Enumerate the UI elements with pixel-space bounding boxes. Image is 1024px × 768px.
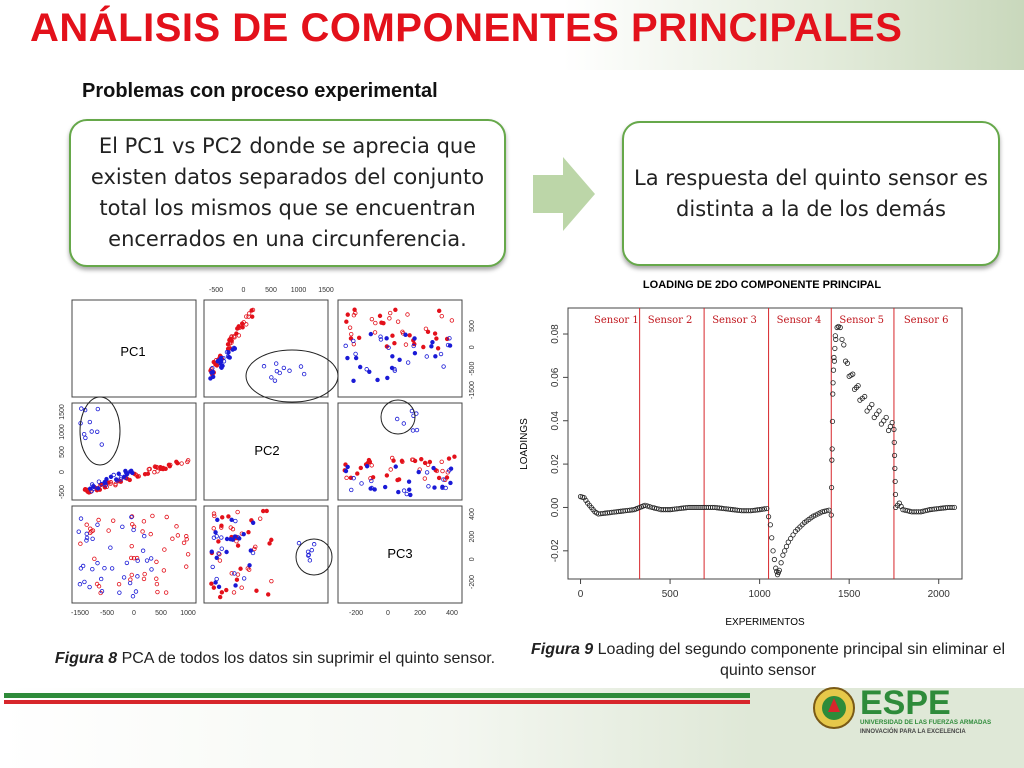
loading-chart [513, 274, 978, 634]
pairs-point [413, 459, 417, 463]
pairs-point [382, 321, 386, 325]
logo-wordmark: ESPE [860, 684, 951, 722]
pairs-point [346, 356, 350, 360]
pairs-point [447, 457, 451, 461]
espe-logo [812, 678, 1012, 740]
left-box-text: El PC1 vs PC2 donde se aprecia que existen datos separados del conjunto total los mismos que se encuentran encerrados en una circunferencia. [90, 134, 485, 251]
pairs-tick-label: 0 [469, 345, 476, 350]
pairs-point [394, 465, 398, 469]
pairs-point [235, 327, 239, 331]
pairs-point [128, 470, 132, 474]
pairs-tick-label: 400 [446, 610, 458, 617]
pairs-point [227, 355, 231, 359]
pairs-label-pc2: PC2 [254, 443, 280, 458]
logo-line1: UNIVERSIDAD DE LAS FUERZAS ARMADAS [860, 719, 992, 726]
pairs-point [383, 485, 387, 489]
pairs-point [353, 308, 357, 312]
pairs-point [230, 518, 234, 522]
pairs-point [437, 476, 441, 480]
pairs-point [398, 358, 402, 362]
pairs-point [409, 493, 413, 497]
chart-title: LOADING DE 2DO COMPONENTE PRINCIPAL [642, 279, 882, 291]
pairs-tick-label: -500 [59, 484, 66, 500]
pairs-point [373, 488, 377, 492]
left-text-box [69, 119, 506, 267]
pairs-tick-label: 400 [469, 508, 476, 520]
pairs-point [234, 584, 238, 588]
pairs-point [117, 472, 121, 476]
pairs-point [390, 366, 394, 370]
pairs-point [359, 466, 363, 470]
pairs-point [422, 345, 426, 349]
pairs-point [426, 330, 430, 334]
pairs-point [378, 314, 382, 318]
pairs-point [355, 472, 359, 476]
pairs-point [250, 315, 254, 319]
sensor-label: Sensor 3 [712, 315, 757, 326]
pairs-tick-label: -500 [208, 287, 224, 294]
y-tick-label: 0.08 [550, 324, 561, 344]
figure8-caption-label: Figura 8 [54, 650, 118, 667]
page-subtitle: Problemas con proceso experimental [82, 80, 438, 102]
pairs-point [431, 340, 435, 344]
pairs-point [432, 466, 436, 470]
pairs-point [354, 356, 358, 360]
sensor-label: Sensor 2 [647, 315, 693, 326]
chart-plot-area [568, 308, 962, 579]
pairs-tick-label: -200 [348, 610, 364, 617]
figure9-caption [530, 639, 1006, 681]
pairs-point [369, 487, 373, 491]
pairs-point [255, 589, 259, 593]
x-tick-label: 1500 [838, 589, 861, 600]
pairs-point [211, 375, 215, 379]
right-arrow-icon [533, 157, 597, 231]
x-tick-label: 500 [661, 589, 679, 600]
pairs-point [210, 371, 214, 375]
pairs-point [225, 550, 229, 554]
pairs-tick-label: 200 [414, 610, 426, 617]
pairs-point [236, 544, 240, 548]
pairs-tick-label: 0 [241, 287, 246, 294]
pairs-point [215, 556, 219, 560]
pairs-tick-label: -1500 [71, 610, 89, 617]
pairs-point [437, 309, 441, 313]
pairs-point [435, 337, 439, 341]
pairs-point [109, 475, 113, 479]
pairs-point [242, 532, 246, 536]
chart-ylabel: LOADINGS [519, 418, 530, 470]
pairs-point [352, 379, 356, 383]
y-tick-label: 0.02 [550, 454, 561, 474]
pairs-point [407, 488, 411, 492]
pairs-point [167, 463, 171, 467]
pairs-tick-label: 0 [469, 557, 476, 562]
pairs-point [428, 460, 432, 464]
pairs-point [445, 476, 449, 480]
pairs-point [269, 538, 273, 542]
pairs-point [96, 486, 100, 490]
sensor-label: Sensor 4 [776, 315, 822, 326]
pairs-point [448, 344, 452, 348]
pairs-point [217, 540, 221, 544]
pairs-point [344, 469, 348, 473]
pairs-point [220, 524, 224, 528]
pairs-point [400, 459, 404, 463]
pairs-tick-label: 1000 [180, 610, 196, 617]
pairs-point [404, 333, 408, 337]
pairs-point [413, 351, 417, 355]
pairs-point [346, 313, 350, 317]
pairs-tick-label: -1500 [469, 381, 476, 399]
pairs-point [210, 582, 214, 586]
pairs-point [408, 334, 412, 338]
pairs-point [159, 467, 163, 471]
sensor-label: Sensor 6 [903, 315, 949, 326]
figure8-caption [30, 648, 520, 669]
pairs-point [215, 518, 219, 522]
pairs-point [268, 542, 272, 546]
pairs-point [433, 332, 437, 336]
pairs-point [367, 458, 371, 462]
crest-icon [814, 688, 854, 728]
pairs-tick-label: 1500 [318, 287, 334, 294]
pairs-point [220, 516, 224, 520]
pairs-point [212, 586, 216, 590]
pairs-tick-label: -500 [469, 361, 476, 376]
pairs-point [265, 509, 269, 513]
pairs-point [215, 364, 219, 368]
right-text-box [622, 121, 1000, 266]
pairs-point [103, 480, 107, 484]
pairs-tick-label: 0 [59, 470, 66, 474]
pairs-point [251, 521, 255, 525]
footer-stripe-red [4, 700, 750, 704]
pairs-point [396, 490, 400, 494]
y-tick-label: -0.02 [550, 539, 561, 563]
pairs-point [240, 322, 244, 326]
pairs-point [219, 365, 223, 369]
pairs-point [436, 346, 440, 350]
footer-stripe-green [4, 693, 750, 698]
pairs-point [224, 588, 228, 592]
pairs-point [433, 486, 437, 490]
pairs-point [114, 478, 118, 482]
pairs-point [365, 464, 369, 468]
pairs-point [261, 509, 265, 513]
pairs-point [231, 538, 235, 542]
pairs-tick-label: 0 [386, 610, 390, 617]
x-tick-label: 1000 [748, 589, 771, 600]
pairs-point [394, 308, 398, 312]
pairs-tick-label: 500 [469, 320, 476, 332]
pairs-tick-label: 200 [469, 530, 476, 543]
pairs-tick-label: 500 [265, 287, 277, 294]
pairs-point [449, 481, 453, 485]
pairs-point [241, 325, 245, 329]
pairs-point [407, 480, 411, 484]
pairs-point [128, 478, 132, 482]
pairs-tick-label: 0 [132, 610, 136, 617]
pairs-point [218, 595, 222, 599]
pairs-point [235, 332, 239, 336]
figure9-caption-text: Loading del segundo componente principal sin eliminar el quinto sensor [593, 641, 1006, 679]
pairs-tick-label: -500 [99, 610, 115, 617]
pairs-tick-label: 500 [155, 610, 167, 617]
pairs-point [358, 365, 362, 369]
pairs-point [417, 470, 421, 474]
pairs-point [385, 474, 389, 478]
pairs-point [83, 488, 87, 492]
pairs-point [413, 337, 417, 341]
pairs-point [397, 478, 401, 482]
pairs-tick-label: 1000 [59, 424, 66, 440]
pairs-point [391, 334, 395, 338]
pairs-point [124, 471, 128, 475]
pairs-point [385, 337, 389, 341]
sensor-label: Sensor 1 [594, 315, 639, 326]
x-tick-label: 2000 [927, 589, 950, 600]
pairs-point [391, 354, 395, 358]
pairs-label-pc1: PC1 [120, 344, 146, 359]
pairs-point [218, 359, 222, 363]
pairs-point [434, 354, 438, 358]
pairs-point [210, 550, 214, 554]
pairs-point [453, 455, 457, 459]
pairs-tick-label: 1000 [290, 287, 307, 294]
right-box-text: La respuesta del quinto sensor es distinta a la de los demás [634, 165, 988, 221]
pairs-point [357, 336, 361, 340]
pairs-tick-label: -200 [469, 574, 476, 590]
pairs-point [220, 591, 224, 595]
pairs-point [376, 378, 380, 382]
pairs-point [441, 485, 445, 489]
page-title: ANÁLISIS DE COMPONENTES PRINCIPALES [30, 6, 903, 50]
pairs-point [393, 341, 397, 345]
pairs-point [430, 345, 434, 349]
figure9-caption-label: Figura 9 [530, 641, 594, 658]
pairs-point [227, 515, 231, 519]
pairs-point [214, 581, 218, 585]
pairs-point [239, 567, 243, 571]
pairs-point [225, 537, 229, 541]
pairs-point [266, 593, 270, 597]
pairs-point [419, 457, 423, 461]
pairs-point [346, 465, 350, 469]
pairs-point [247, 530, 251, 534]
pairs-label-pc3: PC3 [387, 546, 413, 561]
pairs-point [175, 460, 179, 464]
logo-line2: INNOVACIÓN PARA LA EXCELENCIA [860, 729, 966, 735]
pairs-point [217, 585, 221, 589]
pairs-point [248, 563, 252, 567]
y-tick-label: 0.00 [550, 497, 561, 518]
pairs-panel [204, 300, 328, 397]
pairs-tick-label: 500 [59, 446, 66, 458]
pairs-point [143, 472, 147, 476]
sensor-label: Sensor 5 [839, 315, 885, 326]
pairs-point [214, 531, 218, 535]
y-tick-label: 0.06 [550, 367, 561, 388]
pairs-point [369, 332, 373, 336]
pairs-tick-label: 1500 [59, 404, 66, 420]
x-tick-label: 0 [577, 589, 584, 600]
pca-pairs-plot [50, 282, 490, 622]
pairs-point [386, 376, 390, 380]
pairs-point [235, 578, 239, 582]
pairs-point [345, 320, 349, 324]
figure8-caption-text: PCA de todos los datos sin suprimir el quinto sensor. [117, 650, 496, 667]
y-tick-label: 0.04 [550, 411, 561, 431]
chart-xlabel: EXPERIMENTOS [725, 617, 805, 628]
